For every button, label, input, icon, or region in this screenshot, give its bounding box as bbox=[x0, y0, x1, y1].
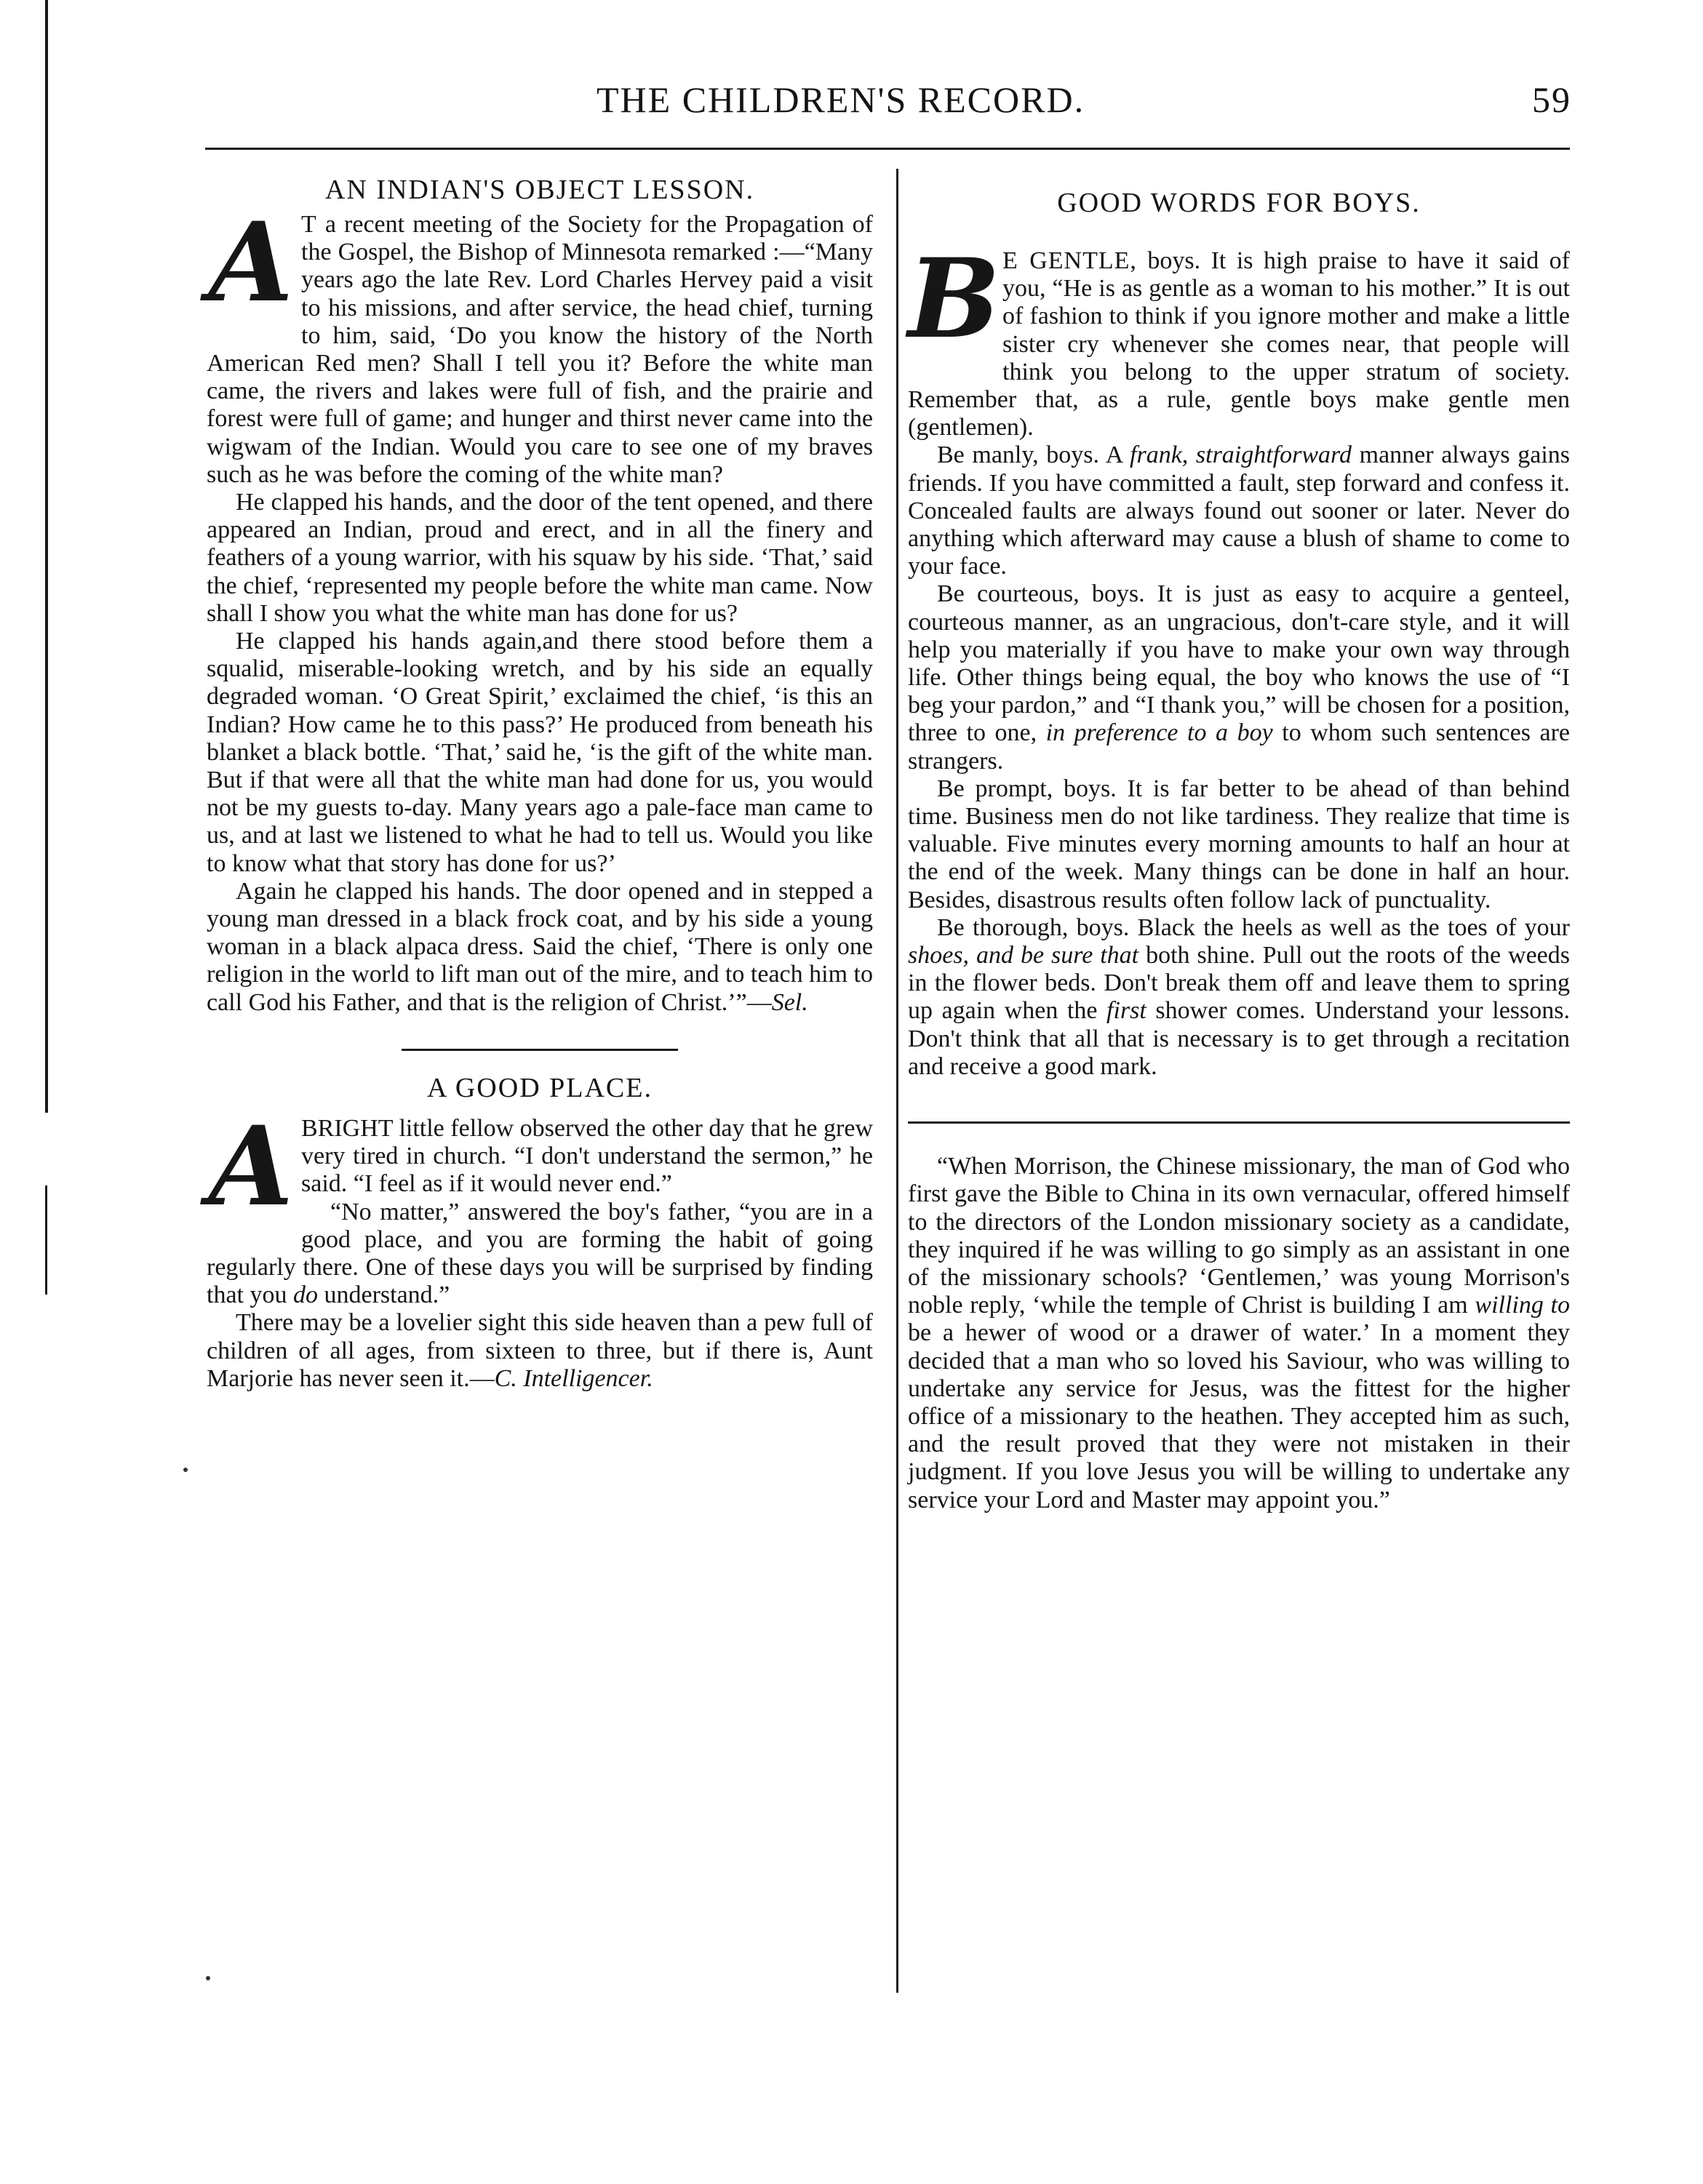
right-column bbox=[908, 173, 1570, 1514]
article-paragraph bbox=[207, 878, 873, 1017]
paragraph-text: “When Morrison, the Chinese missionary, the man of God who first gave the Bible to China in its own vernacular, offered himself to the directors of the London missionary society as a candidate, they inquired if he was willing to go simply as an assistant in one of the missionary schools? ‘Gentlemen,’ was young Morrison's noble reply, ‘while the temple of Christ is building I am bbox=[908, 1153, 1570, 1319]
paragraph-text: a recent meeting of the Society for the Propagation of the Gospel, the Bishop of Minnesota remarked :—“Many years ago the late Rev. Lord Charles Hervey paid a visit to his missions, and after service, the head chief, turning to him, said, ‘Do you know the history of the North American Red men? Shall I tell you it? Before the white man came, the rivers and lakes were full of fish, and the prairie and forest were full of game; and hunger and thirst never came into the wigwam of the Indian. Would you care to see one of my braves such as he was before the coming of the white man? bbox=[207, 211, 873, 488]
article-heading: AN INDIAN'S OBJECT LESSON. bbox=[324, 175, 755, 205]
emphasis-text: frank, straightforward bbox=[1130, 441, 1352, 469]
paragraph-text: Be thorough, boys. Black the heels as well as the toes of your bbox=[937, 913, 1570, 941]
paragraph-text: Be manly, boys. A bbox=[937, 441, 1130, 469]
emphasis-text: do bbox=[292, 1281, 318, 1309]
paragraph-text: “No matter,” answered the boy's father, “you are in a good place, and you are forming the habit of going regularly there. One of these days you will be surprised by finding that you bbox=[207, 1198, 873, 1309]
paragraph-text: There may be a lovelier sight this side heaven than a pew full of children of all ages, from sixteen to three, but if there is, Aunt Marjorie has never seen it.— bbox=[207, 1309, 873, 1392]
article-good-place bbox=[207, 1071, 873, 1393]
ornamental-dropcap: B bbox=[908, 235, 1000, 363]
page-edge-rule-lower bbox=[45, 1185, 47, 1295]
article-good-words-for-boys bbox=[908, 186, 1570, 1081]
paragraph-text: shower comes. Understand your lessons. Don't think that all that is necessary is to get through a recitation and receive a good mark. bbox=[908, 997, 1570, 1080]
emphasis-text: in preference to a boy bbox=[1045, 719, 1273, 747]
paragraph-text: Be courteous, boys. It is just as easy to acquire a genteel, courteous manner, as an ungracious, don't-care style, and it will help you materially if you have to make your own way through life. Other things being equal, the boy who knows the use of “I beg your pardon,” and “I thank you,” will be chosen for a position, three to one, bbox=[908, 580, 1570, 747]
article-paragraph bbox=[908, 914, 1570, 1081]
print-speck bbox=[183, 1468, 188, 1472]
article-morrison bbox=[908, 1153, 1570, 1514]
article-paragraph: Be prompt, boys. It is far better to be ahead of than behind time. Business men do not like tardiness. They realize that time is valuable. Five minutes every morning amounts to half an hour at the end of the week. Many things can be done in half an hour. Besides, disastrous results often follow lack of punctuality. bbox=[908, 775, 1570, 913]
paragraph-text: manner always gains friends. If you have committed a fault, step forward and confess it. Concealed faults are always found out sooner or later. Never do anything which afterward may cause a blush of shame to come to your face. bbox=[908, 441, 1570, 580]
paragraph-text: Again he clapped his hands. The door opened and in stepped a young man dressed in a black frock coat, and by his side a young woman in a black alpaca dress. Said the chief, ‘There is only one religion in the world to lift man out of the mire, and to teach him to call God his Father, and that is the religion of Christ.’”— bbox=[207, 877, 873, 1016]
article-heading: GOOD WORDS FOR BOYS. bbox=[1057, 188, 1421, 218]
article-paragraph bbox=[207, 1309, 873, 1393]
lead-word: E GENTLE, bbox=[1002, 247, 1137, 274]
ornamental-dropcap: A bbox=[208, 199, 294, 327]
article-indian-object-lesson bbox=[207, 173, 873, 1017]
ornamental-dropcap: A bbox=[208, 1102, 294, 1231]
emphasis-text: willing to bbox=[1475, 1292, 1570, 1319]
paragraph-text: understand.” bbox=[317, 1281, 450, 1309]
left-column bbox=[207, 173, 873, 1393]
article-paragraph bbox=[908, 235, 1570, 441]
section-divider bbox=[908, 1121, 1570, 1124]
paragraph-text: BRIGHT little fellow observed the other day that he grew very tired in church. “I don't understand the sermon,” he said. “I feel as if it would never end.” bbox=[301, 1114, 873, 1198]
running-header bbox=[204, 79, 1571, 122]
article-paragraph bbox=[207, 1102, 873, 1231]
article-heading: A GOOD PLACE. bbox=[427, 1072, 653, 1103]
source-credit: Sel. bbox=[771, 988, 808, 1016]
article-paragraph: He clapped his hands again,and there stood before them a squalid, miserable-looking wretch, and by his side an equally degraded woman. ‘O Great Spirit,’ exclaimed the chief, ‘is this an Indian? How came he to this pass?’ He produced from beneath his blanket a black bottle. ‘That,’ said he, ‘is the gift of the white man. But if that were all that the white man had done for us, you would not be my guests to-day. Many years ago a pale-face man came to us, and at last we listened to what he had to tell us. Would you like to know what that story has done for us?’ bbox=[207, 628, 873, 877]
column-rule bbox=[896, 169, 898, 1993]
paragraph-text: to whom such sentences are strangers. bbox=[908, 719, 1571, 775]
journal-title: THE CHILDREN'S RECORD. bbox=[597, 79, 1085, 120]
article-paragraph: He clapped his hands, and the door of the tent opened, and there appeared an Indian, proud and erect, and in all the finery and feathers of a young warrior, with his squaw by his side. ‘That,’ said the chief, ‘represented my people before the white man came. Now shall I show you what the white man has done for us? bbox=[207, 489, 873, 627]
page-edge-rule bbox=[45, 0, 48, 1113]
paragraph-text: both shine. Pull out the roots of the weeds in the flower beds. Don't break them off and leave them to spring up again when the bbox=[908, 942, 1570, 1025]
paragraph-text: boys. It is high praise to have it said of you, “He is as gentle as a woman to his mother.” It is out of fashion to think if you ignore mother and make a little sister cry whenever she comes near, that people will think you belong to the upper stratum of society. Remember that, as a rule, gentle boys make gentle men (gentlemen). bbox=[908, 247, 1570, 441]
lead-word: T bbox=[301, 211, 317, 238]
article-paragraph bbox=[908, 441, 1570, 580]
page-number: 59 bbox=[1532, 79, 1571, 120]
article-paragraph bbox=[908, 580, 1570, 775]
article-paragraph bbox=[207, 1199, 873, 1310]
paragraph-text: be a hewer of wood or a drawer of water.’ In a moment they decided that a man who so loved his Saviour, who was willing to undertake any service for Jesus, was the fittest for the higher office of a missionary to the heathen. They accepted him as such, and the result proved that they were not mistaken in their judgment. If you love Jesus you will be willing to undertake any service your Lord and Master may appoint you.” bbox=[908, 1319, 1570, 1513]
print-speck bbox=[206, 1976, 210, 1980]
section-divider bbox=[402, 1049, 678, 1051]
emphasis-text: first bbox=[1106, 997, 1146, 1025]
header-rule bbox=[205, 148, 1570, 150]
source-credit: C. Intelligencer. bbox=[494, 1364, 653, 1392]
article-paragraph bbox=[908, 1153, 1570, 1514]
article-paragraph bbox=[207, 199, 873, 489]
emphasis-text: shoes, and be sure that bbox=[908, 942, 1139, 969]
